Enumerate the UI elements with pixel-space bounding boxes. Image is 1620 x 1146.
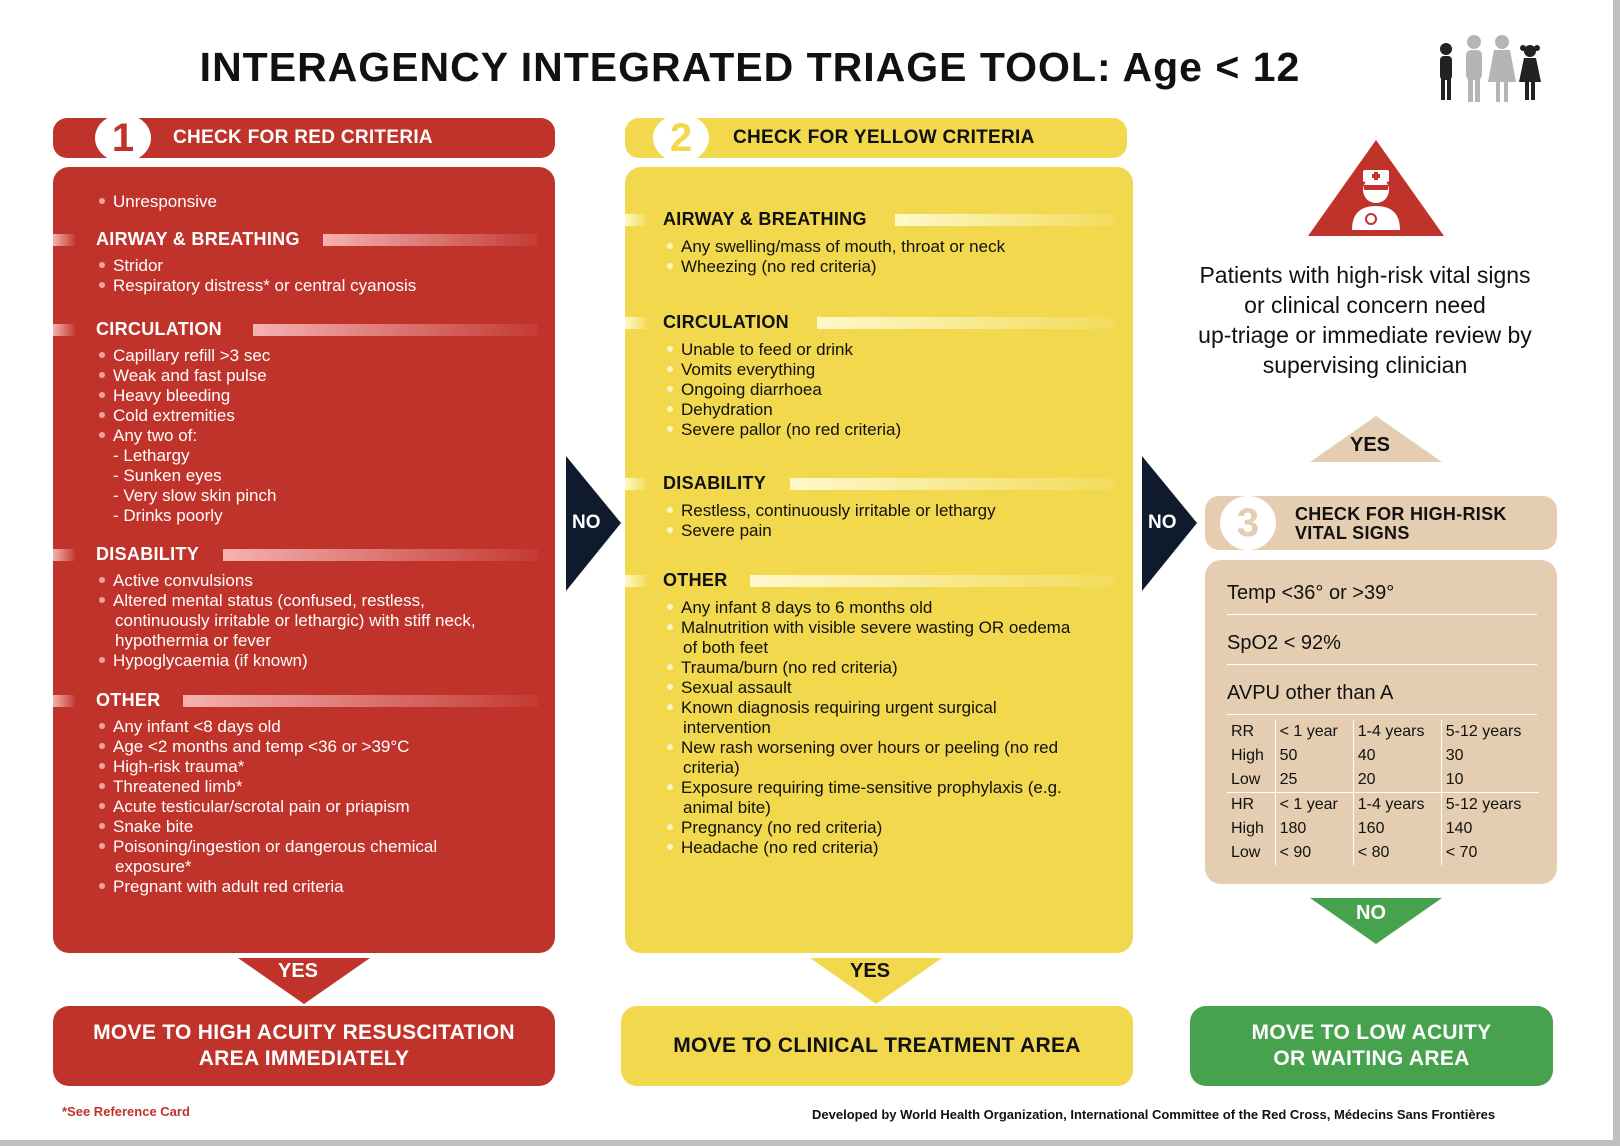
step1-number: 1 (95, 114, 151, 162)
clinician-note: Patients with high-risk vital signs or clinical concern need up-triage or immediate review by supervising clinician (1198, 262, 1532, 378)
list-item: Headache (no red criteria) (667, 838, 878, 858)
list-item: Age <2 months and temp <36 or >39°C (99, 737, 409, 757)
section-title: OTHER (96, 690, 161, 710)
list-item: Any swelling/mass of mouth, throat or neck (667, 237, 1005, 257)
list-item: Restless, continuously irritable or lethargy (667, 501, 996, 521)
list-item: New rash worsening over hours or peeling (no red (667, 738, 1058, 758)
table-row: Low 25 20 10 (1227, 768, 1539, 793)
clinician-warning-icon (1308, 140, 1444, 236)
yes-up-arrow: YES (1310, 416, 1442, 462)
list-item: Unable to feed or drink (667, 340, 853, 360)
section-title: OTHER (663, 570, 728, 590)
list-item: Any two of: (99, 426, 197, 446)
vital-sign-spo2: SpO2 < 92% (1227, 632, 1341, 654)
table-row: Low < 90 < 80 < 70 (1227, 841, 1539, 865)
list-item: High-risk trauma* (99, 757, 244, 777)
list-item: Stridor (99, 256, 163, 276)
list-item-continuation: hypothermia or fever (115, 631, 271, 650)
list-item: Wheezing (no red criteria) (667, 257, 877, 277)
no-arrow-2-label: NO (1148, 512, 1177, 533)
outcome-low-acuity: MOVE TO LOW ACUITY OR WAITING AREA (1190, 1006, 1553, 1086)
list-item-continuation: animal bite) (683, 798, 771, 817)
list-item-continuation: criteria) (683, 758, 740, 777)
section-title: AIRWAY & BREATHING (96, 229, 300, 249)
list-item: Capillary refill >3 sec (99, 346, 270, 366)
section-title: CIRCULATION (96, 319, 222, 339)
list-item: Poisoning/ingestion or dangerous chemical (99, 837, 437, 857)
list-item: Altered mental status (confused, restless, (99, 591, 425, 611)
sub-item: - Sunken eyes (113, 466, 222, 485)
sub-item: - Very slow skin pinch (113, 486, 277, 505)
no-arrow-green: NO (1310, 898, 1442, 944)
list-item: Dehydration (667, 400, 773, 420)
list-item: Severe pain (667, 521, 772, 541)
vital-signs-table (1227, 720, 1539, 865)
list-item: Trauma/burn (no red criteria) (667, 658, 898, 678)
section-title: DISABILITY (663, 473, 767, 493)
list-item-continuation: exposure* (115, 857, 192, 876)
step1-header (53, 115, 555, 160)
red-criteria-panel (53, 167, 555, 953)
no-arrow-1 (566, 456, 621, 591)
list-item: Ongoing diarrhoea (667, 380, 822, 400)
sub-item: - Lethargy (113, 446, 190, 465)
step3-header (1205, 496, 1557, 550)
yellow-criteria-panel (625, 167, 1133, 953)
step2-header (625, 115, 1127, 160)
credits: Developed by World Health Organization, International Committee of the Red Cross, Médecins Sans Frontières (812, 1107, 1496, 1122)
sub-item: - Drinks poorly (113, 506, 223, 525)
list-item: Any infant 8 days to 6 months old (667, 598, 932, 618)
list-item: Threatened limb* (99, 777, 242, 797)
table-row: High 50 40 30 (1227, 744, 1539, 768)
vital-sign-temp: Temp <36° or >39° (1227, 582, 1395, 604)
section-title: CIRCULATION (663, 312, 789, 332)
vital-sign-avpu: AVPU other than A (1227, 682, 1394, 704)
list-item: Unresponsive (99, 192, 217, 212)
page-title: INTERAGENCY INTEGRATED TRIAGE TOOL: Age < 12 (199, 44, 1301, 90)
family-icon (1432, 34, 1552, 104)
list-item: Acute testicular/scrotal pain or priapism (99, 797, 410, 817)
list-item-continuation: intervention (683, 718, 771, 737)
list-item: Hypoglycaemia (if known) (99, 651, 308, 671)
outcome-high-acuity: MOVE TO HIGH ACUITY RESUSCITATION AREA IMMEDIATELY (53, 1006, 555, 1086)
yes-arrow-red: YES (238, 958, 370, 1004)
list-item: Sexual assault (667, 678, 792, 698)
step2-number: 2 (653, 114, 709, 162)
list-item: Pregnant with adult red criteria (99, 877, 344, 897)
window-edge-bottom (0, 1140, 1620, 1146)
list-item: Exposure requiring time-sensitive prophylaxis (e.g. (667, 778, 1062, 798)
window-edge (1613, 0, 1620, 1146)
step1-label: CHECK FOR RED CRITERIA (173, 127, 433, 148)
list-item: Known diagnosis requiring urgent surgical (667, 698, 997, 718)
footnote: *See Reference Card (62, 1104, 190, 1119)
section-title: DISABILITY (96, 544, 200, 564)
list-item: Weak and fast pulse (99, 366, 267, 386)
list-item-continuation: continuously irritable or lethargic) with stiff neck, (115, 611, 476, 630)
list-item-continuation: of both feet (683, 638, 769, 657)
outcome-clinical-treatment: MOVE TO CLINICAL TREATMENT AREA (621, 1006, 1133, 1086)
table-row: High 180 160 140 (1227, 817, 1539, 841)
step3-label: CHECK FOR HIGH-RISK VITAL SIGNS (1295, 504, 1507, 543)
table-row: HR < 1 year 1-4 years 5-12 years (1227, 793, 1539, 818)
section-title: AIRWAY & BREATHING (663, 209, 867, 229)
list-item: Snake bite (99, 817, 193, 837)
step2-label: CHECK FOR YELLOW CRITERIA (733, 127, 1035, 148)
list-item: Pregnancy (no red criteria) (667, 818, 882, 838)
list-item: Active convulsions (99, 571, 253, 591)
step3-number: 3 (1220, 496, 1276, 550)
list-item: Severe pallor (no red criteria) (667, 420, 901, 440)
no-arrow-1-label: NO (572, 512, 601, 533)
yes-arrow-yellow: YES (810, 958, 942, 1004)
list-item: Heavy bleeding (99, 386, 230, 406)
list-item: Any infant <8 days old (99, 717, 281, 737)
list-item: Cold extremities (99, 406, 235, 426)
list-item: Vomits everything (667, 360, 815, 380)
vital-signs-panel (1205, 560, 1557, 884)
table-row: RR < 1 year 1-4 years 5-12 years (1227, 720, 1539, 744)
list-item: Malnutrition with visible severe wasting OR oedema (667, 618, 1070, 638)
list-item: Respiratory distress* or central cyanosis (99, 276, 416, 296)
no-arrow-2 (1142, 456, 1197, 591)
